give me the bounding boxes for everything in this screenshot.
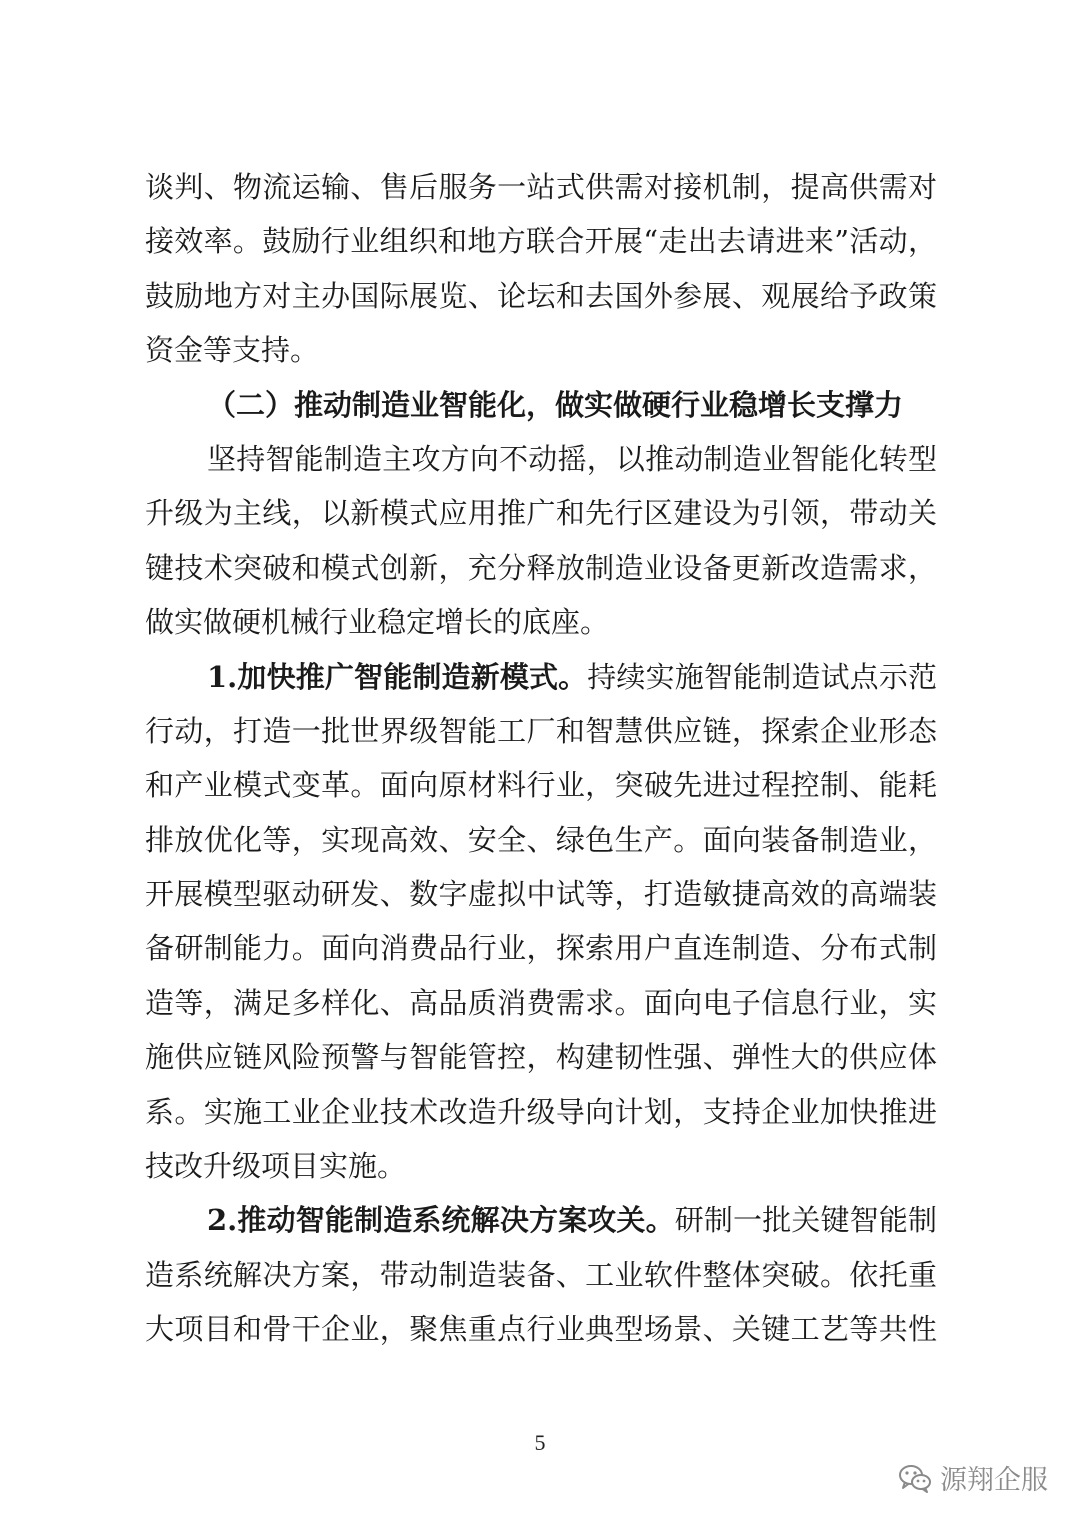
text-line: 键技术突破和模式创新，充分释放制造业设备更新改造需求， [145, 550, 937, 585]
text-line: 开展模型驱动研发、数字虚拟中试等，打造敏捷高效的高端装 [145, 877, 937, 912]
text-line: 技改升级项目实施。 [145, 1149, 407, 1184]
text-line: 造等，满足多样化、高品质消费需求。面向电子信息行业，实 [145, 985, 937, 1020]
watermark-label: 源翔企服 [940, 1465, 1048, 1496]
text-line: 系。实施工业企业技术改造升级导向计划，支持企业加快推进 [145, 1094, 937, 1129]
item-2-first-line-text: 研制一批关键智能制 [674, 1203, 937, 1238]
item-2-title: 2.推动智能制造系统解决方案攻关。 [207, 1203, 675, 1238]
text-line: 造系统解决方案，带动制造装备、工业软件整体突破。依托重 [145, 1257, 937, 1292]
text-line: 施供应链风险预警与智能管控，构建韧性强、弹性大的供应体 [145, 1040, 937, 1075]
text-line: 坚持智能制造主攻方向不动摇，以推动制造业智能化转型 [207, 441, 937, 476]
text-line: 和产业模式变革。面向原材料行业，突破先进过程控制、能耗 [145, 768, 937, 803]
text-line: 接效率。鼓励行业组织和地方联合开展“走出去请进来”活动， [145, 224, 937, 259]
watermark [898, 1458, 1048, 1497]
wechat-icon [898, 1463, 932, 1493]
text-line: 鼓励地方对主办国际展览、论坛和去国外参展、观展给予政策 [145, 278, 937, 313]
text-line: 做实做硬机械行业稳定增长的底座。 [145, 605, 610, 640]
item-1-title: 1.加快推广智能制造新模式。 [207, 659, 588, 694]
section-heading: （二）推动制造业智能化，做实做硬行业稳增长支撑力 [207, 387, 904, 422]
document-body [145, 160, 937, 1357]
item-1-first-line-text: 持续实施智能制造试点示范 [587, 659, 937, 694]
text-line: 备研制能力。面向消费品行业，探索用户直连制造、分布式制 [145, 931, 937, 966]
page-number: 5 [534, 1430, 546, 1455]
item-2-first-line [145, 1193, 937, 1247]
text-line: 谈判、物流运输、售后服务一站式供需对接机制，提高供需对 [145, 170, 937, 204]
text-line: 升级为主线，以新模式应用推广和先行区建设为引领，带动关 [145, 496, 937, 531]
text-line: 行动，打造一批世界级智能工厂和智慧供应链，探索企业形态 [145, 713, 937, 748]
text-line: 排放优化等，实现高效、安全、绿色生产。面向装备制造业， [145, 822, 937, 857]
item-1-first-line [145, 650, 937, 704]
text-line: 大项目和骨干企业，聚焦重点行业典型场景、关键工艺等共性 [145, 1312, 937, 1347]
text-line: 资金等支持。 [145, 333, 320, 368]
